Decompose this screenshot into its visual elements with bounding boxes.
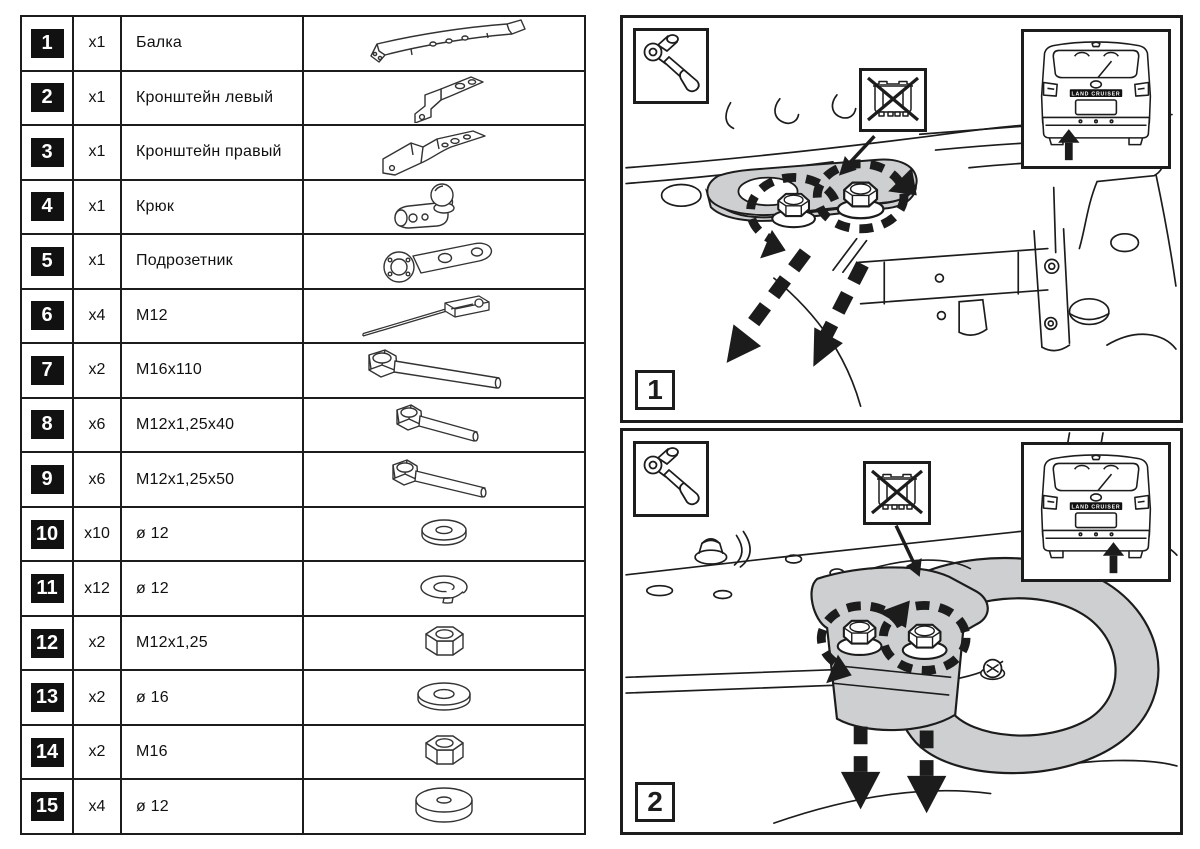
table-row bbox=[22, 233, 584, 288]
step-1-panel bbox=[620, 15, 1183, 423]
part-number-badge: 15 bbox=[31, 792, 64, 821]
part-illustration-cell bbox=[302, 399, 584, 452]
part-illustration-cell bbox=[302, 290, 584, 343]
part-illustration-cell bbox=[302, 235, 584, 288]
part-name: M12x1,25x50 bbox=[120, 453, 302, 506]
part-number-cell bbox=[22, 17, 72, 70]
table-row bbox=[22, 17, 584, 70]
part-name: M12x1,25x40 bbox=[120, 399, 302, 452]
part-number-cell bbox=[22, 453, 72, 506]
part-quantity: x6 bbox=[72, 453, 120, 506]
beam-icon bbox=[371, 20, 525, 62]
part-number-badge: 8 bbox=[31, 410, 64, 439]
socket-plate-icon bbox=[384, 244, 491, 283]
part-number-cell bbox=[22, 726, 72, 779]
table-row bbox=[22, 288, 584, 343]
part-name: Кронштейн левый bbox=[120, 72, 302, 125]
part-name: M16x110 bbox=[120, 344, 302, 397]
step-number-box bbox=[635, 370, 675, 410]
part-number-cell bbox=[22, 562, 72, 615]
part-illustration-cell bbox=[302, 181, 584, 234]
part-number-badge: 14 bbox=[31, 738, 64, 767]
part-illustration-cell bbox=[302, 126, 584, 179]
part-number-badge: 12 bbox=[31, 629, 64, 658]
part-number-cell bbox=[22, 617, 72, 670]
part-illustration bbox=[349, 182, 539, 232]
part-quantity: x12 bbox=[72, 562, 120, 615]
crossed-out-part-icon bbox=[866, 464, 928, 522]
part-illustration bbox=[349, 509, 539, 559]
part-name: ø 12 bbox=[120, 508, 302, 561]
washer-thick-icon bbox=[416, 788, 472, 822]
car-badge-text: LAND CRUISER bbox=[1071, 504, 1121, 511]
part-name: M12x1,25 bbox=[120, 617, 302, 670]
part-number-cell bbox=[22, 399, 72, 452]
discard-part-box bbox=[863, 461, 931, 525]
step-number-box bbox=[635, 782, 675, 822]
part-quantity: x2 bbox=[72, 617, 120, 670]
table-row bbox=[22, 560, 584, 615]
part-illustration bbox=[349, 127, 539, 177]
part-number-cell bbox=[22, 671, 72, 724]
part-illustration bbox=[349, 782, 539, 832]
part-illustration bbox=[349, 400, 539, 450]
part-number-badge: 7 bbox=[31, 356, 64, 385]
part-name: ø 16 bbox=[120, 671, 302, 724]
table-row bbox=[22, 179, 584, 234]
part-illustration bbox=[349, 618, 539, 668]
step-number: 1 bbox=[647, 374, 663, 405]
bolt-short-icon bbox=[397, 405, 478, 441]
part-illustration bbox=[349, 291, 539, 341]
part-name: ø 12 bbox=[120, 562, 302, 615]
part-number-cell bbox=[22, 235, 72, 288]
part-illustration bbox=[349, 455, 539, 505]
part-name: Кронштейн правый bbox=[120, 126, 302, 179]
part-number-badge: 1 bbox=[31, 29, 64, 58]
part-illustration-cell bbox=[302, 72, 584, 125]
part-quantity: x10 bbox=[72, 508, 120, 561]
car-rear-view-box bbox=[1021, 29, 1171, 169]
towball-icon bbox=[395, 184, 454, 228]
discard-part-box bbox=[859, 68, 927, 132]
removal-direction-arrows bbox=[841, 727, 946, 814]
part-number-badge: 10 bbox=[31, 520, 64, 549]
part-number-badge: 5 bbox=[31, 247, 64, 276]
nut-icon bbox=[426, 736, 463, 764]
washer-flat-large-icon bbox=[418, 683, 470, 710]
part-illustration-cell bbox=[302, 17, 584, 70]
table-row bbox=[22, 669, 584, 724]
part-number-cell bbox=[22, 780, 72, 833]
table-row bbox=[22, 70, 584, 125]
table-row bbox=[22, 615, 584, 670]
part-quantity: x1 bbox=[72, 72, 120, 125]
stud-icon bbox=[363, 296, 489, 336]
part-quantity: x4 bbox=[72, 780, 120, 833]
part-name: M16 bbox=[120, 726, 302, 779]
part-illustration-cell bbox=[302, 344, 584, 397]
washer-flat-icon bbox=[422, 520, 466, 545]
part-number-badge: 2 bbox=[31, 83, 64, 112]
oem-tiedown-plate bbox=[707, 160, 917, 221]
table-row bbox=[22, 724, 584, 779]
part-illustration bbox=[349, 345, 539, 395]
part-illustration bbox=[349, 727, 539, 777]
table-row bbox=[22, 124, 584, 179]
car-rear-view-box bbox=[1021, 442, 1171, 582]
car-rear-view bbox=[1024, 445, 1168, 579]
bolt-long-icon bbox=[369, 350, 501, 388]
part-number-badge: 9 bbox=[31, 465, 64, 494]
part-number-badge: 3 bbox=[31, 138, 64, 167]
ratchet-wrench-icon bbox=[636, 31, 706, 101]
nut-icon bbox=[426, 627, 463, 655]
bracket-left-icon bbox=[415, 77, 483, 123]
part-number-cell bbox=[22, 181, 72, 234]
part-name: ø 12 bbox=[120, 780, 302, 833]
part-name: Балка bbox=[120, 17, 302, 70]
tool-required-box bbox=[633, 441, 709, 517]
part-illustration-cell bbox=[302, 780, 584, 833]
part-illustration-cell bbox=[302, 726, 584, 779]
part-quantity: x2 bbox=[72, 344, 120, 397]
part-number-badge: 4 bbox=[31, 192, 64, 221]
part-quantity: x1 bbox=[72, 235, 120, 288]
part-illustration bbox=[349, 673, 539, 723]
part-illustration-cell bbox=[302, 508, 584, 561]
part-name: Крюк bbox=[120, 181, 302, 234]
part-number-badge: 13 bbox=[31, 683, 64, 712]
part-quantity: x2 bbox=[72, 726, 120, 779]
part-name: Подрозетник bbox=[120, 235, 302, 288]
part-illustration-cell bbox=[302, 453, 584, 506]
bolt-medium-icon bbox=[393, 460, 486, 497]
part-number-cell bbox=[22, 126, 72, 179]
part-illustration-cell bbox=[302, 617, 584, 670]
parts-table bbox=[20, 15, 586, 835]
washer-spring-icon bbox=[421, 576, 471, 605]
part-illustration bbox=[349, 236, 539, 286]
part-number-cell bbox=[22, 344, 72, 397]
part-illustration-cell bbox=[302, 671, 584, 724]
part-name: M12 bbox=[120, 290, 302, 343]
step-2-panel bbox=[620, 428, 1183, 835]
part-illustration bbox=[349, 564, 539, 614]
part-quantity: x6 bbox=[72, 399, 120, 452]
part-quantity: x1 bbox=[72, 181, 120, 234]
part-quantity: x1 bbox=[72, 17, 120, 70]
car-rear-view bbox=[1024, 32, 1168, 166]
part-illustration bbox=[349, 18, 539, 68]
part-number-cell bbox=[22, 290, 72, 343]
table-row bbox=[22, 506, 584, 561]
step-number: 2 bbox=[647, 786, 663, 817]
tool-required-box bbox=[633, 28, 709, 104]
table-row bbox=[22, 778, 584, 833]
table-row bbox=[22, 342, 584, 397]
part-illustration-cell bbox=[302, 562, 584, 615]
part-quantity: x1 bbox=[72, 126, 120, 179]
part-quantity: x4 bbox=[72, 290, 120, 343]
part-quantity: x2 bbox=[72, 671, 120, 724]
part-illustration bbox=[349, 73, 539, 123]
bracket-right-icon bbox=[383, 131, 485, 175]
part-number-badge: 6 bbox=[31, 301, 64, 330]
table-row bbox=[22, 397, 584, 452]
part-number-cell bbox=[22, 72, 72, 125]
table-row bbox=[22, 451, 584, 506]
part-number-cell bbox=[22, 508, 72, 561]
removal-direction-arrows bbox=[727, 253, 863, 367]
ratchet-wrench-icon bbox=[636, 444, 706, 514]
crossed-out-part-icon bbox=[862, 71, 924, 129]
part-number-badge: 11 bbox=[31, 574, 64, 603]
car-badge-text: LAND CRUISER bbox=[1071, 91, 1121, 98]
